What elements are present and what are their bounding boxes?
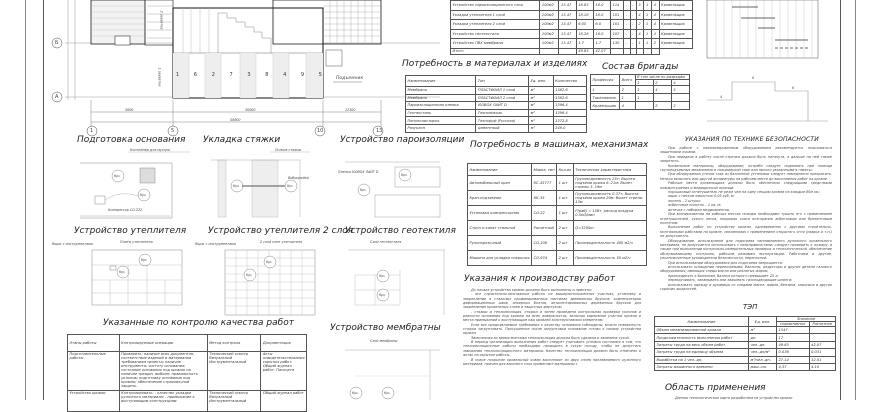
membrane-title: Устройство мембратны bbox=[330, 323, 441, 333]
insulation-plates-label: Плиты утеплителя bbox=[120, 240, 153, 244]
table-cell: 2 bbox=[620, 86, 636, 94]
safety-paragraph: При работе с механизированным оборудованием рекомендуется пользоваться защитными очками. bbox=[660, 146, 832, 155]
table-cell: м² bbox=[529, 117, 553, 125]
table-cell: 1 шт bbox=[557, 191, 574, 206]
table-cell: Укладка утеплителя 2 слой bbox=[451, 20, 540, 30]
grip-number: 9 bbox=[300, 72, 305, 78]
grip-number: 8 bbox=[265, 72, 269, 78]
table-cell: Пароизоляционная пленка bbox=[406, 102, 476, 110]
dim-bottom-3: 12300 bbox=[345, 108, 356, 112]
table-cell: 13.47 bbox=[559, 29, 576, 39]
crane-label: Кр₄ bbox=[379, 293, 385, 297]
crane-label: Кр₃ bbox=[114, 174, 120, 178]
grip-label-1: 1 захватка bbox=[157, 67, 162, 87]
table-cell: ПЛАСТФОИЛ 2 слой bbox=[476, 94, 529, 102]
scope-text: Данная технологическая карта разработана на устройство кровли bbox=[675, 396, 793, 400]
table-cell: 42.07 bbox=[593, 48, 610, 54]
insulation1-title: Устройство утеплителя bbox=[74, 226, 187, 236]
table-cell: 27.14 bbox=[777, 356, 810, 363]
table-cell: - bbox=[630, 10, 636, 20]
brigade-header-total: Всего bbox=[620, 75, 636, 86]
safety-paragraph: лопаты – 2 штуки; bbox=[668, 198, 701, 203]
safety-paragraph: При обнаружении утечки газа из баллонной установки следует немедленно прекратить. Нельзя включать или другой аппаратуры на рабочем месте до выполнения работ на кровле. bbox=[660, 172, 832, 181]
brigade-grade: 4 bbox=[671, 80, 689, 86]
tep-title: ТЭП bbox=[743, 303, 758, 311]
safety-paragraph: асбестовое полотно – 1 кв. м; bbox=[668, 203, 722, 208]
table-cell: 4 bbox=[653, 86, 671, 94]
crane-label: Кр₅ bbox=[141, 258, 147, 262]
table-cell: 1 bbox=[635, 94, 653, 102]
container-label: Контейнер для мусора bbox=[130, 148, 170, 152]
workers-label-1: 4 bbox=[720, 95, 723, 99]
tep-row bbox=[655, 356, 836, 363]
table-cell: 2 шт bbox=[557, 221, 574, 236]
table-cell: Автомобильный кран bbox=[468, 176, 532, 191]
workers-label-2: 8 bbox=[752, 76, 755, 80]
table-cell: Производительность 400 м2/ч bbox=[573, 236, 646, 251]
table-cell: 101 bbox=[611, 10, 624, 20]
table-cell: Кровельщик bbox=[659, 1, 692, 11]
geotextile-title: Устройство геотектиля bbox=[345, 226, 456, 236]
quality-header: Документация bbox=[261, 335, 307, 352]
table-cell: 4.37 bbox=[777, 363, 810, 370]
safety-paragraph: Выполнение работ по устройству кровли, одновременно с другими строительно-монтажными работами на кровле, связанными с применением открытого огня (сварка и т.п.) не допускается. bbox=[660, 225, 832, 239]
table-cell: 4 bbox=[652, 20, 660, 30]
table-cell: маш.-см. bbox=[749, 363, 777, 370]
table-cell: КС-45777 bbox=[532, 176, 557, 191]
table-cell: 130 bbox=[611, 39, 624, 49]
crane-label: Кр₃ bbox=[384, 391, 390, 395]
safety-text bbox=[660, 146, 832, 291]
table-cell: - bbox=[630, 39, 636, 49]
table-cell: Разуклон bbox=[406, 124, 476, 132]
work-instruction-paragraph: Если все предъявляемые требования к качеству основания соблюдены, можно поверхность стяжки загрунтовать. Просушенное после загрунтовки основание готово к началу устройства кровли. bbox=[463, 322, 641, 336]
safety-title: УКАЗАНИЯ ПО ТЕХНИКЕ БЕЗОПАСНОСТИ bbox=[685, 136, 819, 143]
table-cell: 1.7 bbox=[593, 39, 610, 49]
table-cell: Контролировать: - качество укладки рулонного материала; - примыкание к выступающим конструкциям bbox=[119, 391, 207, 412]
lift-label: Подъемник bbox=[336, 76, 364, 81]
table-cell bbox=[809, 327, 835, 334]
grip-number: 1 bbox=[176, 72, 180, 78]
table-cell: Ед. изм. bbox=[529, 76, 553, 87]
table-cell: Подготовительные работы bbox=[68, 352, 120, 391]
table-cell: СО-108 bbox=[532, 236, 557, 251]
table-cell: Грузоподъемность 25т; Высота подъема крюка 8..21м; Вылет стрелы 3..19м bbox=[573, 176, 646, 191]
table-cell: 248.0 bbox=[553, 124, 586, 132]
tep-row bbox=[655, 341, 836, 348]
machines-row bbox=[468, 176, 647, 191]
quality-table bbox=[67, 334, 307, 412]
table-cell: цементный bbox=[476, 124, 529, 132]
safety-paragraph: присоединять к баллонам, баллон которого превышает 25 л; bbox=[668, 273, 779, 278]
machines-table bbox=[467, 163, 647, 266]
table-cell: 49.63 bbox=[777, 341, 810, 348]
safety-paragraph: При использовании оборудования для подогрева запрещается: bbox=[668, 260, 783, 265]
quality-row bbox=[68, 352, 307, 391]
table-cell: 1 шт bbox=[557, 206, 574, 221]
crane-label: Кр₄ bbox=[233, 184, 239, 188]
table-cell: 101 bbox=[611, 20, 624, 30]
table-cell: 6.0 bbox=[593, 20, 610, 30]
quality-header: Этапы работы bbox=[68, 335, 120, 352]
table-cell: Q=3200кг bbox=[573, 221, 646, 236]
safety-paragraph: При передаче в работу после стрелки должна быть натянута, а дальше на ней также запретить. bbox=[660, 154, 832, 164]
grip-number: 7 bbox=[229, 72, 233, 78]
table-cell: 2 шт bbox=[557, 251, 574, 266]
crane-label: Кр₃ bbox=[119, 270, 125, 274]
work-instruction-paragraph: В новое покрытие кровельный ковер выполняют из двух слоев наплавляемого рулонного материала, причем для верхнего слоя применяют материалы с bbox=[463, 357, 641, 366]
table-cell: - bbox=[630, 20, 636, 30]
safety-paragraph: перекручивать, заламывать или зажимать газоподводящие шланги; bbox=[668, 278, 793, 283]
table-cell: Кол-во bbox=[557, 164, 574, 176]
axis-label-10: 10 bbox=[317, 128, 324, 134]
crane-label: Кр₅ bbox=[266, 260, 272, 264]
table-cell: Кран-подъемник bbox=[468, 191, 532, 206]
table-cell: 2 bbox=[671, 102, 689, 110]
table-cell: 13.47 bbox=[559, 10, 576, 20]
table-cell: 1 bbox=[644, 39, 652, 49]
table-cell: 16.28 bbox=[576, 29, 593, 39]
quality-title: Указанные по контролю качества работ bbox=[103, 318, 294, 328]
table-cell: Технический осмотр Визуальный Инструментальный bbox=[207, 391, 261, 412]
tep-row bbox=[655, 327, 836, 334]
table-cell: Установка компрессорная bbox=[468, 206, 532, 221]
table-cell: м² bbox=[749, 327, 777, 334]
dim-bottom-2: 30000 bbox=[245, 108, 256, 112]
tep-subheader: Расчетное bbox=[809, 322, 835, 327]
table-cell: 32.01 bbox=[809, 356, 835, 363]
table-cell: Выработка на 1 чел.-дн. bbox=[655, 356, 749, 363]
table-cell: Количество bbox=[553, 76, 586, 87]
table-cell: Общий журнал работ bbox=[261, 391, 307, 412]
quality-header: Контролируемые операции bbox=[119, 335, 207, 352]
safety-paragraph: аптечка с набором медикаментов. bbox=[668, 207, 731, 212]
membrane-layer-label: Слой мембраны bbox=[370, 339, 398, 343]
table-cell: 3 bbox=[636, 1, 644, 11]
safety-paragraph: При возникновении на рабочих местах пожара необходимо тушить его с применением огнетушителей, сухого песка, покрывая очаги возгорания асбестовым или брезентовым полотном. bbox=[660, 212, 832, 225]
brigade-header-profession: Профессия bbox=[591, 75, 620, 86]
table-cell: Устройство кровли bbox=[68, 391, 120, 412]
tep-header-unit: Ед. изм. bbox=[749, 317, 777, 327]
tool-box-label: Ящик с инструментами bbox=[52, 242, 93, 246]
axis-label-5: 5 bbox=[171, 128, 175, 134]
workers-label-3: 6 bbox=[792, 86, 795, 90]
axis-label-a: А bbox=[55, 94, 59, 100]
table-cell: Итого bbox=[451, 48, 540, 54]
grip-number: 5 bbox=[318, 72, 322, 78]
table-cell: Акты освидетельствования скрытых работ. Общий журнал работ. Паспорта bbox=[261, 352, 307, 391]
table-cell: дн. bbox=[749, 334, 777, 341]
table-cell: ПЛАСТФОИЛ 1 слой bbox=[476, 87, 529, 95]
work-instructions-title: Указания к производству работ bbox=[464, 274, 616, 284]
table-cell: 4 bbox=[620, 102, 636, 110]
table-cell: Кровельщик bbox=[591, 102, 620, 110]
dim-total: 58800 bbox=[230, 118, 241, 122]
axis-label-1: 1 bbox=[90, 128, 94, 134]
table-cell: - bbox=[630, 1, 636, 11]
table-cell: 17 bbox=[777, 334, 810, 341]
table-cell: 100м2 bbox=[540, 39, 559, 49]
tep-header-name: Наименование bbox=[655, 317, 749, 327]
table-cell: 1 bbox=[591, 86, 620, 94]
geotextile-layer-label: Слой геотекстиля bbox=[370, 240, 402, 244]
table-cell: ISOBOX ЛАЙТ D bbox=[476, 102, 529, 110]
table-cell: 42.07 bbox=[809, 341, 835, 348]
table-cell: 16.0 bbox=[593, 29, 610, 39]
compressor-label: Компрессор СО-222 bbox=[108, 208, 143, 212]
work-instruction-paragraph: В период организации выполнения работ следует учитывать условия состояния в том, что теплоизоляционные работы необходимо проводить в сухую погоду, чтобы не допустить замокания теплоизоляционного материала. Качество теплоизоляции должно быть отмечено в актах на скрытые работы. bbox=[463, 340, 641, 358]
table-cell: 18.0 bbox=[593, 1, 610, 11]
vibro-label: Виброрейка bbox=[288, 176, 309, 180]
machines-row bbox=[468, 236, 647, 251]
table-cell: Затраты машинного времени bbox=[655, 363, 749, 370]
axis-label-13: 13 bbox=[376, 128, 383, 134]
table-cell: Объем механизированной кровли bbox=[655, 327, 749, 334]
table-cell: Устройство ПВХ мембраны bbox=[451, 39, 540, 49]
table-cell: Кровельщик bbox=[659, 20, 692, 30]
brigade-title: Состав бригады bbox=[602, 62, 679, 72]
tep-row bbox=[655, 363, 836, 370]
table-cell: Устройство пароизоляционного слоя bbox=[451, 1, 540, 11]
table-cell: Наименование bbox=[406, 76, 476, 87]
crane-label: Кр₃ bbox=[287, 184, 293, 188]
safety-paragraph: Кровельные материалы, оборудование, потребо следует поднимать при помощи грузоподъемных механизмов в специальной таре или прочно увязанными в пакеты. bbox=[660, 163, 832, 173]
safety-paragraph: ящик с песком емкостью 0.05 куб. м; bbox=[668, 194, 735, 199]
table-cell: 100м2 bbox=[540, 20, 559, 30]
table-cell: м² bbox=[529, 109, 553, 117]
grip-number: 6 bbox=[193, 72, 198, 78]
table-cell: чел.-дн/м² bbox=[749, 349, 777, 356]
table-cell: 18.0 bbox=[593, 10, 610, 20]
table-cell: Марка, тип bbox=[532, 164, 557, 176]
axis-label-b: Б bbox=[55, 40, 59, 46]
table-cell: Геотекстиль bbox=[406, 109, 476, 117]
table-cell: 1.7 bbox=[576, 39, 593, 49]
table-cell: Пенополистирол bbox=[406, 117, 476, 125]
base-prep-title: Подготовка основания bbox=[77, 135, 186, 145]
table-cell: 107 bbox=[611, 29, 624, 39]
table-cell: чел.-дн. bbox=[749, 341, 777, 348]
table-cell: Машина для укладки покрытия bbox=[468, 251, 532, 266]
safety-paragraph: использовать одежду и рукавицы со следами масел, жиров, бензина, керосина и других горючих жидкостей. bbox=[660, 282, 832, 291]
table-cell: м² bbox=[529, 94, 553, 102]
grip-number: 4 bbox=[283, 72, 287, 78]
screed-strip-label: Полоса стяжки bbox=[275, 148, 302, 152]
crane-label: Кр₃ bbox=[360, 188, 366, 192]
table-cell: Такелажник bbox=[591, 94, 620, 102]
table-cell: Продолжительность выполнения работ bbox=[655, 334, 749, 341]
table-cell: 1 bbox=[636, 39, 644, 49]
brigade-header-grades: В том числе по разрядам bbox=[635, 75, 689, 80]
table-cell: - bbox=[624, 20, 630, 30]
table-cell: - bbox=[624, 1, 630, 11]
vapor-film-label: Пленка ISOBOX ЛАЙТ D bbox=[338, 170, 379, 174]
table-cell: Тип bbox=[476, 76, 529, 87]
table-cell: 114 bbox=[611, 1, 624, 11]
machines-row bbox=[468, 206, 647, 221]
tep-header-value: Значение bbox=[777, 317, 836, 322]
table-cell: 1 bbox=[644, 20, 652, 30]
table-cell: Мембрана bbox=[406, 94, 476, 102]
table-cell: Проверить: наличие всех документов, соответствие изделий и материалов требованиям проекта; наличие инструмента; чистоту основания; состояние основания под кровлю на наличие трещин, выбоин; правильность уклонов; подготовку основания под кровлю; обеспечение страховочной защиты. bbox=[119, 352, 207, 391]
machines-row bbox=[468, 221, 647, 236]
machines-row bbox=[468, 191, 647, 206]
table-cell: Кровельщик bbox=[659, 29, 692, 39]
table-cell: Наименование bbox=[468, 164, 532, 176]
vapor-title: Устройство пароизоляции bbox=[340, 135, 465, 145]
table-cell: 1 шт bbox=[557, 176, 574, 191]
table-cell: 4 bbox=[652, 1, 660, 11]
table-cell: 2 bbox=[636, 20, 644, 30]
table-cell: Затраты труда на весь объем работ bbox=[655, 341, 749, 348]
table-cell: Р(раб) = 15Вт, расход воздуха 0.5м3/мин bbox=[573, 206, 646, 221]
crane-label: Кр₄ bbox=[140, 193, 146, 197]
tep-table bbox=[654, 316, 836, 371]
table-cell: 6.05 bbox=[576, 20, 593, 30]
work-instruction-paragraph: До начала устройства кровли должны быть выполнены и приняты: bbox=[471, 288, 593, 292]
table-cell: 13.47 bbox=[559, 20, 576, 30]
brigade-grade: 1 bbox=[635, 80, 653, 86]
table-cell: Строп и канат стальной bbox=[468, 221, 532, 236]
table-cell: СО-22 bbox=[532, 206, 557, 221]
table-cell: КК-35 bbox=[532, 191, 557, 206]
insulation2-title: Устройство утеплителя 2 слоя bbox=[208, 226, 354, 236]
dim-bottom-1: 5600 bbox=[125, 108, 134, 112]
table-cell: Укладка утеплителя 1 слой bbox=[451, 10, 540, 20]
table-cell: Техноруф (Русская) bbox=[476, 117, 529, 125]
table-cell: 18.83 bbox=[576, 1, 593, 11]
machines-row bbox=[468, 251, 647, 266]
table-cell: м² bbox=[529, 87, 553, 95]
quality-header: Метод контроля bbox=[207, 335, 261, 352]
table-cell: - bbox=[624, 10, 630, 20]
table-cell: СО-97А bbox=[532, 251, 557, 266]
table-cell: 13.47 bbox=[559, 1, 576, 11]
grip-number: 3 bbox=[247, 72, 251, 78]
tep-row bbox=[655, 349, 836, 356]
tep-subheader: нормативное bbox=[777, 322, 810, 327]
table-cell: - bbox=[624, 39, 630, 49]
table-cell: м² bbox=[529, 124, 553, 132]
table-cell: Технониколь bbox=[476, 109, 529, 117]
table-cell: - bbox=[630, 29, 636, 39]
table-cell: м²/чел.-дн. bbox=[749, 356, 777, 363]
table-cell: 18.18 bbox=[576, 10, 593, 20]
table-cell: м² bbox=[529, 102, 553, 110]
machines-title: Потребность в машинах, механизмах bbox=[470, 140, 649, 150]
table-cell: 2 шт bbox=[557, 236, 574, 251]
work-instruction-paragraph: - все строительно-монтажные работы на вышерасположенных участках, установку и закрепление в стальных профилированных настилах деревянных брусков, компенсаторов деформационных швов, анкерных болтов, антисептированных деревянных брусков для закрепления кровельных слоев и защитных фартуков; bbox=[463, 292, 641, 310]
table-cell: 1 bbox=[644, 1, 652, 11]
table-cell: 4 bbox=[636, 29, 644, 39]
table-cell: 1396.4 bbox=[553, 109, 586, 117]
table-cell: 4.10 bbox=[809, 363, 835, 370]
table-cell: Кровельщик bbox=[659, 39, 692, 49]
safety-paragraph: Оборудование, используемое для подогрева наплавляемого рулонного кровельного материала, не допускается использовать с неисправностями; следует проверить к пожару, а также при выполнении контрольно-измерительных проверок и технологической, обеспечение обслуживающему контролю, рабочим режимам эксплуатации. Работники и другие, уполномоченные руководители безопасности, переносной. bbox=[660, 238, 832, 261]
table-cell: 1347 bbox=[777, 327, 810, 334]
crane-label: Кр₄ bbox=[352, 391, 358, 395]
safety-paragraph: использовать оснащение переносимыми, баллоны, редукторы и другие детали газового оборудования, имеющих следы масла или разлитых жиров; bbox=[660, 264, 832, 274]
insulation-layer2-label: 2 слой плит утеплителя bbox=[260, 240, 302, 244]
table-cell: 100м2 bbox=[540, 29, 559, 39]
table-cell: Мембрана bbox=[406, 87, 476, 95]
table-cell: Затраты труда на единицу объема bbox=[655, 349, 749, 356]
table-cell: 1 bbox=[644, 10, 652, 20]
table-cell: 0.036 bbox=[777, 349, 810, 356]
work-instructions-text bbox=[463, 288, 641, 366]
table-cell: 5 bbox=[671, 86, 689, 94]
crane-label: Кр₃ bbox=[246, 273, 252, 277]
tool-box-label: Ящик с инструментами bbox=[195, 242, 236, 246]
scope-title: Область применения bbox=[665, 383, 766, 393]
table-cell: 2 bbox=[653, 102, 671, 110]
table-cell: Производительность 50 м2/ч bbox=[573, 251, 646, 266]
table-cell: - bbox=[624, 29, 630, 39]
table-cell: 1372.8 bbox=[553, 117, 586, 125]
safety-paragraph: Рабочие места кровельщика должны быть обеспечены следующими средствами пожаротушения и медицинской помощи: bbox=[660, 181, 832, 190]
table-cell: 100м2 bbox=[540, 1, 559, 11]
table-cell: Техническая характеристика bbox=[573, 164, 646, 176]
table-cell: 1 bbox=[644, 29, 652, 39]
table-cell: 1 bbox=[620, 94, 636, 102]
table-cell: 1396.4 bbox=[553, 102, 586, 110]
table-cell bbox=[809, 334, 835, 341]
quality-row bbox=[68, 391, 307, 412]
table-cell: Устройство геотекстиля bbox=[451, 29, 540, 39]
table-cell: 100м2 bbox=[540, 10, 559, 20]
table-cell: 2 bbox=[652, 39, 660, 49]
machines-header-row bbox=[468, 164, 647, 176]
table-cell: 3 bbox=[635, 86, 653, 94]
table-cell: Расчетный bbox=[532, 221, 557, 236]
materials-title: Потребность в материалах и изделиях bbox=[402, 59, 588, 69]
work-instruction-paragraph: - стяжки и теплоизоляция, стяжки и затем проведена контрольная проверка уклонов и ровности основания под кровлю на всех поверхностях, включая карнизные участки кровли и места примыканий к выступающим над кровлей конструктивным элементам. bbox=[463, 309, 641, 323]
safety-paragraph: порошковый огнетушитель не реже чем на одну секцию кровли на каждые 80м кв.; bbox=[668, 190, 821, 195]
crane-label: Кр₃ bbox=[379, 274, 385, 278]
table-cell: 1382.6 bbox=[553, 94, 586, 102]
table-cell: 13.47 bbox=[559, 39, 576, 49]
grip-number: 2 bbox=[211, 72, 215, 78]
screed-title: Укладка стяжки bbox=[203, 135, 281, 145]
brigade-grade: 2 bbox=[653, 80, 671, 86]
crane-label: Кр₃ bbox=[401, 173, 407, 177]
work-instruction-paragraph: Замоченная во время монтажа теплоизоляция должна быть удалена и заменена сухой. bbox=[471, 335, 630, 340]
table-cell: 49.63 bbox=[576, 48, 593, 54]
grip-label-2: 2 захватка bbox=[159, 10, 164, 30]
table-cell: 1382.6 bbox=[553, 87, 586, 95]
table-cell: Грузоподъемность 0.37т; Высота подъема крюка 29м; Вылет стрелы 13м bbox=[573, 191, 646, 206]
table-cell: Кровельщик bbox=[659, 10, 692, 20]
table-cell: 4 bbox=[652, 10, 660, 20]
table-cell: 0.031 bbox=[809, 349, 835, 356]
table-cell: Технический осмотр Визуальный Инструментальный bbox=[207, 352, 261, 391]
table-cell: 4 bbox=[652, 29, 660, 39]
tep-row bbox=[655, 334, 836, 341]
table-cell: 4 bbox=[636, 10, 644, 20]
table-cell: Рулонорезочный bbox=[468, 236, 532, 251]
